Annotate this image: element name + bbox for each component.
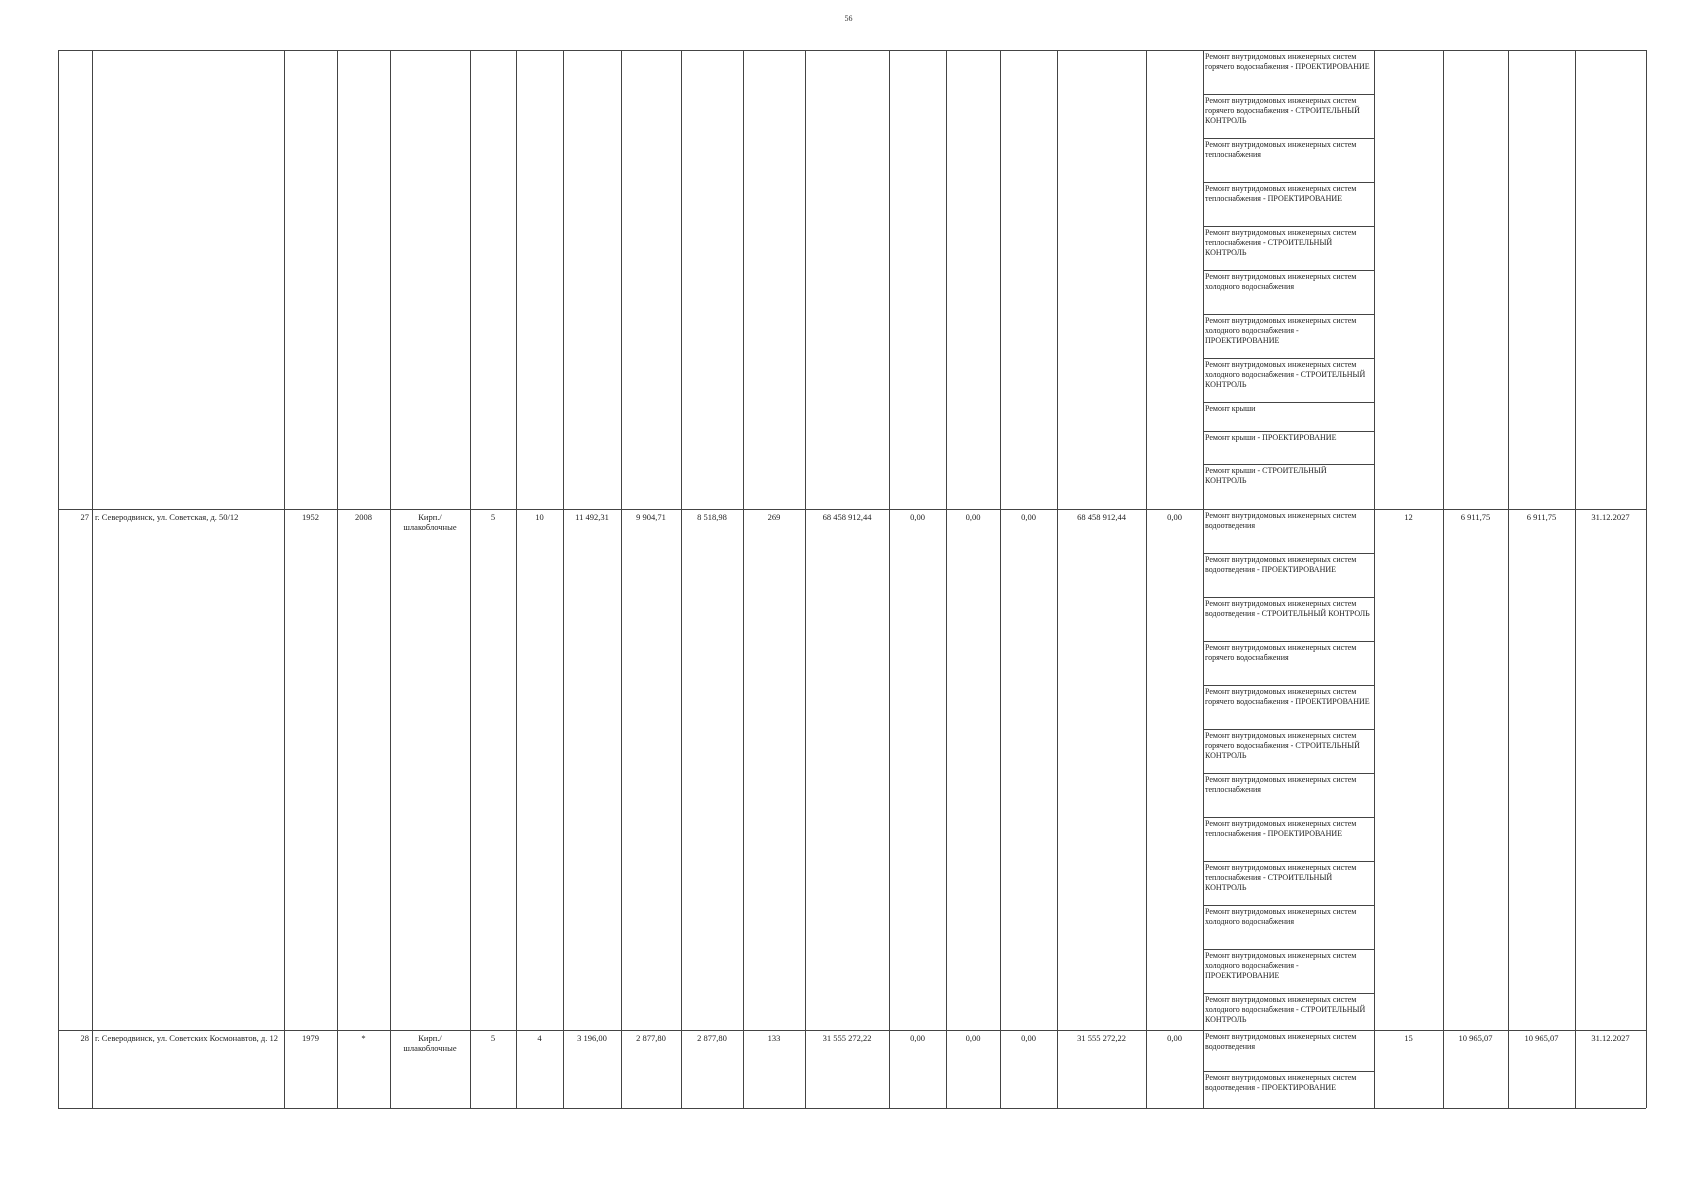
table-column-border (1443, 50, 1444, 1108)
table-column-border (889, 50, 890, 1108)
work-cell-border (1203, 905, 1374, 906)
table-column-border (1374, 50, 1375, 1108)
work-cell-border (1203, 182, 1374, 183)
work-type-cell: Ремонт внутридомовых инженерных систем горячего водоснабжения - СТРОИТЕЛЬНЫЙ КОНТРОЛЬ (1205, 96, 1360, 125)
work-cell-border (1203, 553, 1374, 554)
cell-year-built: 1952 (302, 512, 319, 522)
table-column-border (805, 50, 806, 1108)
cell-cost-owners: 68 458 912,44 (1077, 512, 1126, 522)
work-cell-border (1203, 358, 1374, 359)
work-type-cell: Ремонт внутридомовых инженерных систем холодного водоснабжения (1205, 907, 1357, 926)
work-type-cell: Ремонт внутридомовых инженерных систем теплоснабжения - ПРОЕКТИРОВАНИЕ (1205, 184, 1357, 203)
work-type-cell: Ремонт внутридомовых инженерных систем водоотведения (1205, 1032, 1357, 1051)
cell-cost-other: 0,00 (1167, 1033, 1182, 1043)
work-cell-border (1203, 729, 1374, 730)
work-type-cell: Ремонт внутридомовых инженерных систем холодного водоснабжения - СТРОИТЕЛЬНЫЙ КОНТРОЛЬ (1205, 995, 1366, 1024)
table-row-border (58, 1108, 1646, 1109)
work-type-cell: Ремонт внутридомовых инженерных систем холодного водоснабжения - СТРОИТЕЛЬНЫЙ КОНТРОЛЬ (1205, 360, 1366, 389)
work-cell-border (1203, 431, 1374, 432)
cell-limit-cost: 10 965,07 (1524, 1033, 1559, 1043)
table-column-border (946, 50, 947, 1108)
cell-address: г. Северодвинск, ул. Советская, д. 50/12 (95, 512, 239, 522)
cell-work-count: 12 (1404, 512, 1413, 522)
work-cell-border (1203, 993, 1374, 994)
table-column-border (516, 50, 517, 1108)
table-column-border (337, 50, 338, 1108)
table-column-border (284, 50, 285, 1108)
work-type-cell: Ремонт внутридомовых инженерных систем горячего водоснабжения - СТРОИТЕЛЬНЫЙ КОНТРОЛЬ (1205, 731, 1360, 760)
cell-number: 27 (80, 512, 89, 522)
work-type-cell: Ремонт внутридомовых инженерных систем водоотведения - ПРОЕКТИРОВАНИЕ (1205, 555, 1357, 574)
work-type-cell: Ремонт внутридомовых инженерных систем горячего водоснабжения (1205, 643, 1357, 662)
cell-cost-total: 31 555 272,22 (822, 1033, 872, 1043)
work-type-cell: Ремонт крыши - ПРОЕКТИРОВАНИЕ (1205, 433, 1337, 442)
table-column-border (470, 50, 471, 1108)
work-cell-border (1203, 861, 1374, 862)
cell-unit-cost: 6 911,75 (1460, 512, 1491, 522)
cell-cost-fund-regional: 0,00 (965, 1033, 981, 1043)
cell-cost-fund-federal: 0,00 (910, 1033, 925, 1043)
cell-entrances: 10 (535, 512, 544, 522)
work-cell-border (1203, 314, 1374, 315)
table-column-border (92, 50, 93, 1108)
work-cell-border (1203, 641, 1374, 642)
table-column-border (563, 50, 564, 1108)
work-cell-border (1203, 685, 1374, 686)
cell-cost-owners: 31 555 272,22 (1077, 1033, 1126, 1043)
cell-residents: 269 (767, 512, 781, 522)
work-cell-border (1203, 1030, 1374, 1031)
work-type-cell: Ремонт внутридомовых инженерных систем водоотведения (1205, 511, 1357, 530)
work-cell-border (1203, 949, 1374, 950)
cell-completion-date: 31.12.2027 (1591, 1033, 1630, 1043)
work-type-cell: Ремонт внутридомовых инженерных систем теплоснабжения (1205, 140, 1357, 159)
work-type-cell: Ремонт внутридомовых инженерных систем теплоснабжения - СТРОИТЕЛЬНЫЙ КОНТРОЛЬ (1205, 228, 1357, 257)
cell-area-residential: 2 877,80 (697, 1033, 727, 1043)
work-type-cell: Ремонт крыши (1205, 404, 1256, 413)
work-cell-border (1203, 138, 1374, 139)
table-column-border (1146, 50, 1147, 1108)
cell-area-residential: 8 518,98 (697, 512, 727, 522)
cell-cost-fund-regional: 0,00 (965, 512, 981, 522)
work-cell-border (1203, 597, 1374, 598)
work-type-cell: Ремонт внутридомовых инженерных систем теплоснабжения - ПРОЕКТИРОВАНИЕ (1205, 819, 1357, 838)
cell-cost-total: 68 458 912,44 (822, 512, 872, 522)
cell-floors: 5 (490, 1033, 496, 1043)
work-type-cell: Ремонт крыши - СТРОИТЕЛЬНЫЙ КОНТРОЛЬ (1205, 466, 1327, 485)
table-column-border (1646, 50, 1647, 1108)
table-column-border (1575, 50, 1576, 1108)
work-cell-border (1203, 226, 1374, 227)
table-column-border (58, 50, 59, 1108)
cell-area-total-premises: 2 877,80 (636, 1033, 666, 1043)
cell-area-total-premises: 9 904,71 (636, 512, 666, 522)
work-type-cell: Ремонт внутридомовых инженерных систем холодного водоснабжения - ПРОЕКТИРОВАНИЕ (1205, 951, 1357, 980)
cell-year-last-repair: 2008 (355, 512, 372, 522)
work-cell-border (1203, 402, 1374, 403)
work-type-cell: Ремонт внутридомовых инженерных систем горячего водоснабжения - ПРОЕКТИРОВАНИЕ (1205, 52, 1370, 71)
cell-wall-material: Кирп./ шлакоблочные (403, 1033, 457, 1053)
table-column-border (1508, 50, 1509, 1108)
cell-completion-date: 31.12.2027 (1591, 512, 1630, 522)
cell-cost-fund-federal: 0,00 (910, 512, 925, 522)
cell-total-area: 11 492,31 (575, 512, 609, 522)
table-column-border (1057, 50, 1058, 1108)
table-row-border (58, 1030, 1646, 1031)
work-type-cell: Ремонт внутридомовых инженерных систем горячего водоснабжения - ПРОЕКТИРОВАНИЕ (1205, 687, 1370, 706)
cell-number: 28 (80, 1033, 89, 1043)
work-type-cell: Ремонт внутридомовых инженерных систем теплоснабжения - СТРОИТЕЛЬНЫЙ КОНТРОЛЬ (1205, 863, 1357, 892)
cell-entrances: 4 (537, 1033, 542, 1043)
cell-residents: 133 (767, 1033, 781, 1043)
table-column-border (621, 50, 622, 1108)
work-type-cell: Ремонт внутридомовых инженерных систем холодного водоснабжения - ПРОЕКТИРОВАНИЕ (1205, 316, 1357, 345)
work-type-cell: Ремонт внутридомовых инженерных систем теплоснабжения (1205, 775, 1357, 794)
cell-wall-material: Кирп./ шлакоблочные (403, 512, 457, 532)
cell-cost-fund-local: 0,00 (1021, 1033, 1036, 1043)
cell-work-count: 15 (1404, 1033, 1413, 1043)
table-column-border (390, 50, 391, 1108)
page-number: 56 (844, 14, 853, 23)
cell-limit-cost: 6 911,75 (1526, 512, 1557, 522)
work-type-cell: Ремонт внутридомовых инженерных систем холодного водоснабжения (1205, 272, 1357, 291)
work-type-cell: Ремонт внутридомовых инженерных систем водоотведения - ПРОЕКТИРОВАНИЕ (1205, 1073, 1357, 1092)
work-cell-border (1203, 817, 1374, 818)
cell-total-area: 3 196,00 (577, 1033, 607, 1043)
work-cell-border (1203, 270, 1374, 271)
table-column-border (681, 50, 682, 1108)
work-cell-border (1203, 773, 1374, 774)
table-row-border (58, 509, 1646, 510)
cell-cost-fund-local: 0,00 (1021, 512, 1036, 522)
work-cell-border (1203, 464, 1374, 465)
cell-cost-other: 0,00 (1167, 512, 1182, 522)
table-row-border (58, 50, 1646, 51)
cell-year-built: 1979 (302, 1033, 319, 1043)
table-column-border (1000, 50, 1001, 1108)
work-type-cell: Ремонт внутридомовых инженерных систем водоотведения - СТРОИТЕЛЬНЫЙ КОНТРОЛЬ (1205, 599, 1370, 618)
work-cell-border (1203, 1071, 1374, 1072)
table-column-border (743, 50, 744, 1108)
work-cell-border (1203, 509, 1374, 510)
cell-address: г. Северодвинск, ул. Советских Космонавтов, д. 12 (95, 1033, 278, 1043)
cell-year-last-repair: * (361, 1033, 366, 1043)
cell-floors: 5 (490, 512, 496, 522)
cell-unit-cost: 10 965,07 (1458, 1033, 1493, 1043)
work-cell-border (1203, 94, 1374, 95)
